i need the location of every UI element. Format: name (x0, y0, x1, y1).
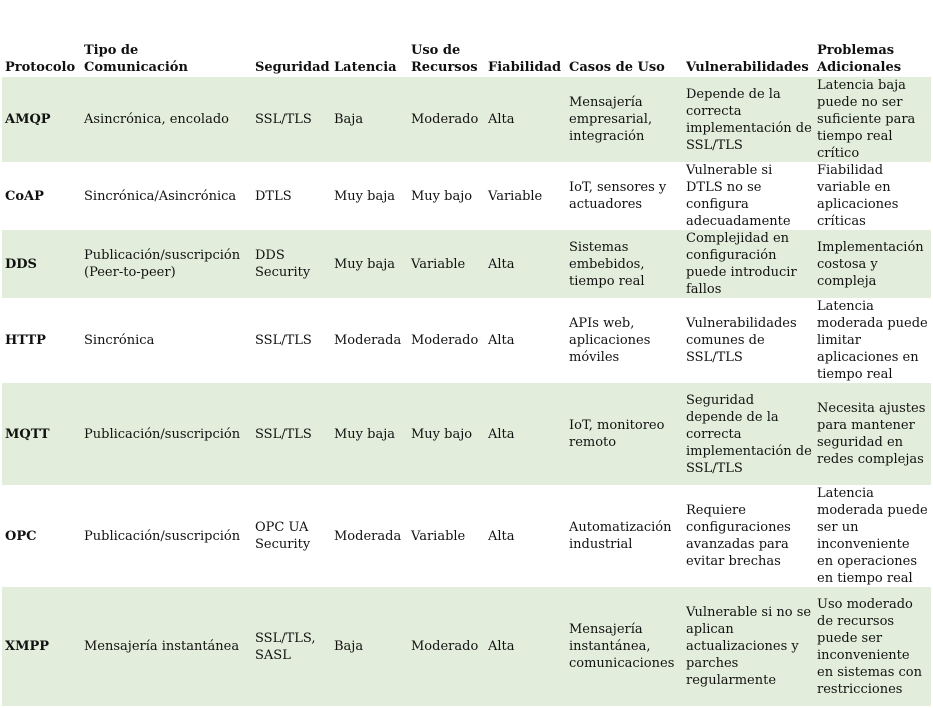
cell-protocolo: AMQP (2, 77, 81, 162)
cell-tipo: Mensajería instantánea (81, 587, 252, 706)
table-row (2, 485, 931, 587)
cell-seguridad: SSL/TLS (255, 333, 312, 348)
table-row (2, 587, 931, 706)
table-row (2, 162, 931, 230)
cell-protocolo: OPC (5, 528, 37, 544)
cell-vulnerabilidades: Vulnerable si DTLS no se configura adecuadamente (686, 163, 791, 229)
cell-casos: Automatización industrial (569, 520, 672, 552)
cell-fiabilidad: Alta (488, 528, 515, 544)
cell-casos: Sistemas embebidos, tiempo real (566, 230, 683, 298)
cell-seguridad: OPC UA Security (255, 520, 311, 552)
cell-recursos: Variable (408, 230, 485, 298)
cell-problemas: Latencia baja puede no ser suficiente para tiempo real crítico (814, 77, 931, 162)
cell-latencia: Muy baja (331, 230, 408, 298)
cell-fiabilidad: Alta (485, 230, 566, 298)
cell-tipo: Sincrónica/Asincrónica (84, 188, 237, 204)
cell-latencia: Baja (331, 587, 408, 706)
cell-vulnerabilidades: Vulnerabilidades comunes de SSL/TLS (686, 316, 797, 365)
cell-protocolo: XMPP (2, 587, 81, 706)
cell-problemas: Implementación costosa y compleja (814, 230, 931, 298)
cell-vulnerabilidades: Vulnerable si no se aplican actualizaciones y parches regularmente (683, 587, 814, 706)
header-tipo-comunicacion: Tipo de Comunicación (84, 43, 188, 75)
table-row (2, 298, 931, 383)
cell-protocolo: HTTP (5, 333, 46, 348)
cell-latencia: Muy baja (334, 188, 396, 204)
cell-latencia: Muy baja (331, 383, 408, 485)
cell-vulnerabilidades: Seguridad depende de la correcta implementación de SSL/TLS (683, 383, 814, 485)
header-row (2, 42, 931, 77)
cell-fiabilidad: Variable (488, 188, 543, 204)
cell-fiabilidad: Alta (485, 587, 566, 706)
cell-problemas: Latencia moderada puede ser un inconveniente en operaciones en tiempo real (817, 486, 928, 586)
cell-latencia: Baja (331, 77, 408, 162)
cell-casos: Mensajería instantánea, comunicaciones (566, 587, 683, 706)
cell-vulnerabilidades: Complejidad en configuración puede introducir fallos (683, 230, 814, 298)
cell-vulnerabilidades: Depende de la correcta implementación de SSL/TLS (683, 77, 814, 162)
cell-protocolo: DDS (2, 230, 81, 298)
table-row (2, 230, 931, 298)
cell-problemas: Latencia moderada puede limitar aplicaciones en tiempo real (817, 299, 928, 382)
header-uso-recursos: Uso de Recursos (411, 43, 478, 75)
header-vulnerabilidades: Vulnerabilidades (686, 60, 809, 75)
cell-problemas: Fiabilidad variable en aplicaciones críticas (817, 163, 899, 229)
cell-problemas: Uso moderado de recursos puede ser inconveniente en sistemas con restricciones (814, 587, 931, 706)
cell-fiabilidad: Alta (485, 77, 566, 162)
cell-casos: IoT, monitoreo remoto (566, 383, 683, 485)
cell-latencia: Moderada (334, 528, 402, 544)
cell-fiabilidad: Alta (485, 383, 566, 485)
header-seguridad: Seguridad (255, 60, 330, 75)
cell-fiabilidad: Alta (488, 333, 515, 348)
cell-tipo: Publicación/suscripción (81, 383, 252, 485)
cell-protocolo: MQTT (2, 383, 81, 485)
table-row (2, 383, 931, 485)
header-fiabilidad: Fiabilidad (488, 60, 562, 75)
cell-problemas: Necesita ajustes para mantener seguridad en redes complejas (814, 383, 931, 485)
cell-tipo: Sincrónica (84, 333, 155, 348)
cell-protocolo: CoAP (5, 188, 44, 204)
header-casos-uso: Casos de Uso (569, 60, 665, 75)
cell-seguridad: DTLS (255, 188, 292, 204)
cell-latencia: Moderada (334, 333, 402, 348)
cell-recursos: Moderado (411, 333, 479, 348)
cell-recursos: Muy bajo (408, 383, 485, 485)
cell-tipo: Publicación/suscripción (84, 528, 241, 544)
cell-recursos: Variable (411, 528, 466, 544)
cell-seguridad: SSL/TLS (252, 383, 331, 485)
cell-seguridad: SSL/TLS, SASL (252, 587, 331, 706)
cell-tipo: Asincrónica, encolado (81, 77, 252, 162)
cell-casos: APIs web, aplicaciones móviles (569, 316, 651, 365)
cell-seguridad: SSL/TLS (252, 77, 331, 162)
header-problemas-adicionales: Problemas Adicionales (817, 43, 902, 75)
cell-recursos: Muy bajo (411, 188, 473, 204)
cell-seguridad: DDS Security (252, 230, 331, 298)
cell-casos: IoT, sensores y actuadores (569, 180, 667, 212)
header-protocolo: Protocolo (5, 60, 76, 75)
header-latencia: Latencia (334, 60, 397, 75)
cell-recursos: Moderado (408, 587, 485, 706)
protocol-comparison-table (2, 42, 931, 706)
table-row (2, 77, 931, 162)
cell-recursos: Moderado (408, 77, 485, 162)
cell-casos: Mensajería empresarial, integración (566, 77, 683, 162)
cell-tipo: Publicación/suscripción (Peer-to-peer) (81, 230, 252, 298)
cell-vulnerabilidades: Requiere configuraciones avanzadas para evitar brechas (686, 503, 791, 569)
